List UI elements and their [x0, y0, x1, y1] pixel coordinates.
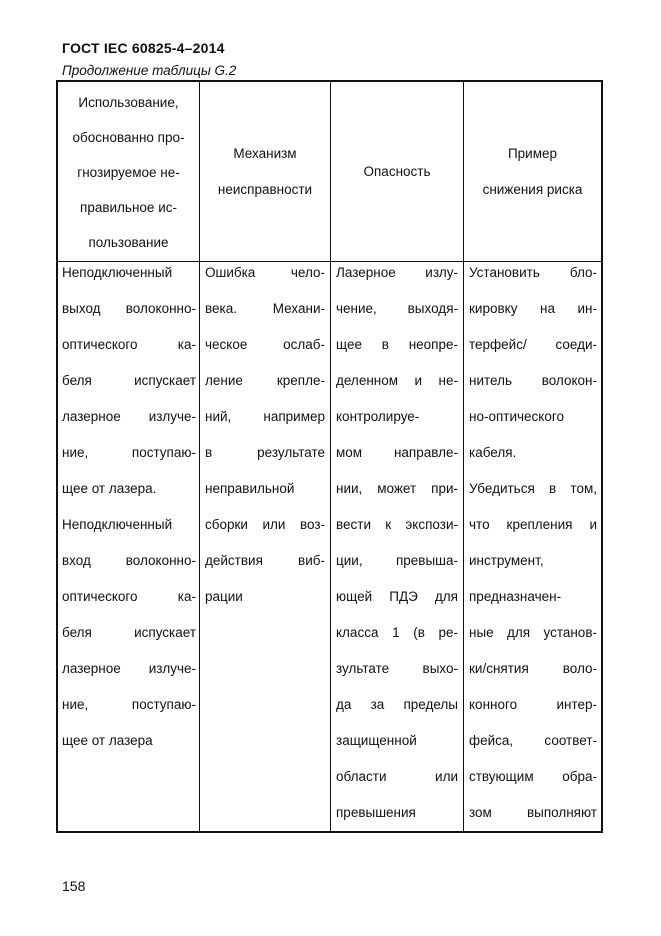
cell-line: оптического ка- — [62, 337, 196, 352]
header-cell-hazard — [331, 82, 463, 262]
risk-table — [56, 80, 603, 833]
header-text: неисправности — [217, 182, 313, 197]
table-continuation-label: Продолжение таблицы G.2 — [62, 63, 237, 78]
header-text: Использование, — [78, 94, 179, 110]
cell-line: инструмент, — [469, 553, 544, 568]
cell-line: беля испускает — [62, 625, 196, 640]
body-cell-risk-reduction — [469, 262, 597, 838]
cell-line: Неподключенный — [62, 265, 173, 280]
cell-line: ние, поступаю- — [62, 697, 196, 712]
cell-line: в результате — [205, 445, 325, 460]
cell-line: ции, превыша- — [336, 553, 458, 568]
page-number: 158 — [62, 878, 86, 894]
cell-line: оптического ка- — [62, 589, 196, 604]
cell-line: контролируе- — [336, 409, 420, 424]
cell-line: класса 1 (в ре- — [336, 625, 458, 640]
cell-line: ческое ослаб- — [205, 337, 325, 352]
cell-line: области или — [336, 769, 458, 784]
cell-line: мом направле- — [336, 445, 458, 460]
cell-line: века. Механи- — [205, 301, 325, 316]
header-text: гнозируемое не- — [77, 164, 180, 180]
cell-line: кировку на ин- — [469, 301, 597, 316]
cell-line: ные для установ- — [469, 625, 597, 640]
cell-line: сборки или воз- — [205, 517, 325, 532]
header-text: обоснованно про- — [72, 129, 185, 145]
cell-line: щее от лазера — [62, 733, 153, 748]
cell-line: Ошибка чело- — [205, 265, 325, 280]
cell-line: превышения — [336, 805, 416, 820]
standard-title: ГОСТ IEC 60825-4–2014 — [62, 40, 225, 56]
header-text: пользование — [88, 234, 169, 250]
header-cell-usage — [58, 82, 199, 262]
cell-line: Лазерное излу- — [336, 265, 458, 280]
cell-line: лазерное излуче- — [62, 661, 196, 676]
cell-line: неправильной — [205, 481, 295, 496]
cell-line: Убедиться в том, — [469, 481, 597, 496]
cell-line: ние, поступаю- — [62, 445, 196, 460]
cell-line: ний, например — [205, 409, 325, 424]
cell-line: нии, может при- — [336, 481, 458, 496]
cell-line: защищенной — [336, 733, 417, 748]
cell-line: Установить бло- — [469, 265, 597, 280]
cell-line: щее от лазера. — [62, 481, 157, 496]
body-cell-usage — [62, 262, 196, 766]
body-cell-hazard — [336, 262, 458, 838]
cell-line: действия виб- — [205, 553, 325, 568]
cell-line: вести к экспози- — [336, 517, 458, 532]
cell-line: выход волоконно- — [62, 301, 196, 316]
header-text: Опасность — [363, 164, 431, 179]
header-text: снижения риска — [482, 182, 583, 197]
cell-line: предназначен- — [469, 589, 562, 604]
cell-line: нитель волокон- — [469, 373, 597, 388]
cell-line: деленном и не- — [336, 373, 458, 388]
cell-line: да за пределы — [336, 697, 458, 712]
cell-line: рации — [205, 589, 243, 604]
cell-line: что крепления и — [469, 517, 597, 532]
cell-line: кабеля. — [469, 445, 517, 460]
cell-line: лазерное излуче- — [62, 409, 196, 424]
header-text: правильное ис- — [80, 199, 177, 215]
cell-line: щее в неопре- — [336, 337, 458, 352]
cell-line: ки/снятия воло- — [469, 661, 597, 676]
cell-line: ление крепле- — [205, 373, 325, 388]
cell-line: чение, выходя- — [336, 301, 458, 316]
cell-line: зультате выхо- — [336, 661, 458, 676]
cell-line: ющей ПДЭ для — [336, 589, 458, 604]
header-cell-mechanism — [200, 82, 330, 262]
cell-line: терфейс/ соеди- — [469, 337, 597, 352]
cell-line: беля испускает — [62, 373, 196, 388]
cell-line: но-оптического — [469, 409, 564, 424]
cell-line: ствующим обра- — [469, 769, 597, 784]
cell-line: зом выполняют — [469, 805, 597, 820]
header-text: Механизм — [233, 146, 297, 161]
header-cell-risk-reduction — [464, 82, 601, 262]
cell-line: вход волоконно- — [62, 553, 196, 568]
header-text: Пример — [507, 146, 558, 161]
body-cell-mechanism — [205, 262, 325, 622]
cell-line: конного интер- — [469, 697, 597, 712]
cell-line: фейса, соответ- — [469, 733, 597, 748]
cell-line: Неподключенный — [62, 517, 173, 532]
